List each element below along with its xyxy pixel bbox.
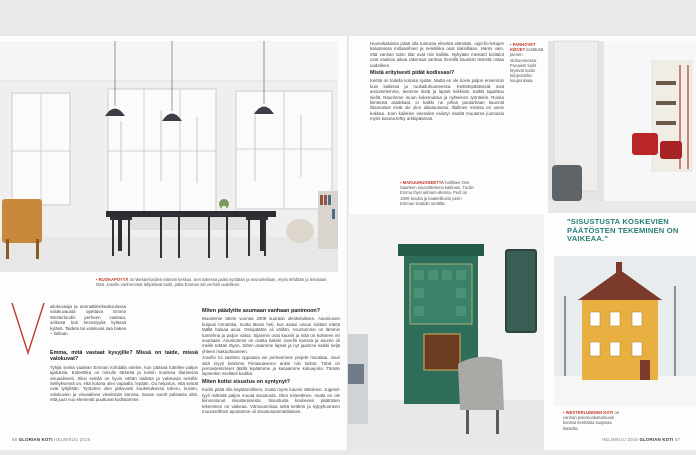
right-page xyxy=(348,36,696,450)
house-illustration xyxy=(554,256,696,406)
oven-caption-text: hallitsee Ove Saarisen suunnittelema kakluuni. Tuolin Emma löysi aitmaS-ulkonta. Pedi on 1800-luvulta ja kaakelikuvin perin Emman isoäidin sedältä. xyxy=(400,180,474,206)
dropcap-letter xyxy=(10,301,46,357)
kitchen-caption: ▪ RUOKAPÖYTÄ on Westerlundien elämän keskus. Sen ääressä paitsi syödään ja seurustellaan, myös tehdään ja leivotaan töitä. Josefin vanhemmat lahjoittivat tuolit, jotka Emman äiti verhoili uudelleen. xyxy=(96,277,327,288)
footer-left xyxy=(12,437,90,442)
kitchen-dining-illustration xyxy=(0,41,338,272)
tile-stove-illustration xyxy=(348,214,544,450)
page-number-left: 66 xyxy=(12,437,18,442)
article-intro xyxy=(50,304,126,337)
hallway-photo xyxy=(548,41,696,213)
article-col-mid xyxy=(202,306,340,414)
tile-stove-photo xyxy=(348,214,544,450)
footer-brand-right: GLORIAN KOTI xyxy=(639,437,674,442)
heading-sisustus: Miten kotisi sisustus on syntynyt? xyxy=(202,378,291,385)
footer-issue-right: HELMIKUU 2016 xyxy=(602,437,639,442)
hallway-caption-text: kestävää pienen olohuoneessa. Punaiset tuolit löysivät kodin kirpputorilta kaupunkiala. xyxy=(510,47,544,84)
heading-emma: Emma, mitä vastaat kysyjille? Missä on taide, missä valokuvat? xyxy=(50,350,198,363)
paragraph-sisustus-cont: Huonekaluissa pitää olla tunturaa elevintä elämään, oppi-fio-lukujen kalusteissa mittaasihnet ja neletiikka osat kaksilliaan. Harmi vain, että vanhan talon tilat ovat niin kalliita. Nykyään mestarit kotitalot ovat vaativia aikaa rakentaa vanhaa hereillä kauniisti tietestä ostaa uudelleen. xyxy=(370,41,504,68)
paragraph-emma: Tyhjiä seiniä vaalean Emman kohdalla mielen, kun päässä tuttellee paljon ajatuksia. Esteettika on minulle tärkeää ja toimin monissa tilanteissa visuaalisesti. Siksi seinilä on hyvin vähän taidetta ja valokuvia seinillä. Selityksensä on, että kotona olen vapaalla, lepään. Ou helpotus, että seinät ovat tyhjillään. Työtoleni olen jatkuvasti kuuketuksissa tuhero, kuvien, valokuvien ja visuaalisen viestinnän kanssa. Susan suerit palstasia siitä, että juuri nuo elementit puuttuvat kodistamme. xyxy=(50,364,198,403)
paragraph-sisustus-start: Kodin pitää olla käytännöllinen, mutta myös kaunis näköinen. Jugend-tyyli mäkistä paljon muuta sisustusta. Olen esteettinen, mutta en ole kiinnostunut sisustamisesta. Sisustusta koskevien päätösten tekeminen on vaikeaa. Värisuunnissa sekä keittiön ja kylpyhuoneen muunnelthien aputamme oli sisustusammattilainen. xyxy=(202,387,340,414)
house-caption-label: WESTERLUNDIEN KOTI xyxy=(565,410,614,415)
house-photo xyxy=(554,256,696,406)
paragraph-erityisesti: Keittiö on todella kotoisa sydän. Mutta en ole kovin paljon ennenmin kuin kaikissa ja ruokailuhuoneessa. Keittiönpäätöksiä ovat arviumelemme, teemme tiistä ja lapset leikkivät. Kaikki tapahtuu siellä. Naurimme muun kokemuksia ja nyhteinen työntekin. Ruoka kiinteistä asiakkaat, ei kaikki ne pihan puutarhaan kaunniit liitannaiset eivät ole ylen aikataulussa. Illallinen meissa en usein kokkaa. Joon kaikkien vieraiden esiintyi sisaltä muutama juomasia myös kotona tehty arkkipäivissä. xyxy=(370,78,504,122)
house-caption-text: on vanhan palomuokatunkuusi koossa kenttästa suopeaa katselta. xyxy=(563,410,620,431)
magazine-spread xyxy=(0,36,696,450)
heading-panimo: Miten päädyitte asumaan vanhaan panimoon? xyxy=(202,308,321,314)
article-col-right xyxy=(370,41,504,131)
hallway-caption: ▪ PARHOVET KIEVET kestävää pienen olohuoneessa. Punaiset tuolit löysivät kodin kirpputorilta kaupunkiala. xyxy=(510,42,544,84)
intro-paragraph: aliokuvaaja ja ammattikorkeakoulussa valokuvausta opettava Emma Westerlundin perheen vaaleaa, selkeää koti henostyyliä kylässä kyläsä. Taideta tai valokuvia saa hakea – tiellaan. xyxy=(50,304,126,337)
heading-erityisesti: Mistä erityisesti pidät kodissasi? xyxy=(370,70,455,77)
footer-brand-left: GLORIAN KOTI xyxy=(18,437,53,442)
oven-caption-label: MAKUUHUONEETTA xyxy=(402,180,444,185)
kitchen-caption-label: RUOKAPÖYTÄ xyxy=(98,277,129,282)
left-page xyxy=(0,36,348,450)
footer-right xyxy=(602,437,680,442)
kitchen-dining-photo xyxy=(0,41,338,272)
article-col-left xyxy=(50,348,198,404)
kitchen-caption-text: on Westerlundien elämän keskus. Sen ääressä paitsi syödään ja seurustellaan, myös tehdään ja leivotaan töitä. Josefin vanhemmat lahjoittivat tuolit, jotka Emman äiti verhoili uudelleen. xyxy=(96,277,327,288)
house-caption: ▪ WESTERLUNDIEN KOTI on vanhan palomuokatunkuusi koossa kenttästa suopeaa katselta. xyxy=(563,410,620,431)
pull-quote: "SISUSTUSTA KOSKEVIEN PÄÄTÖSTEN TEKEMINEN ON VAIKEAA." xyxy=(567,217,679,244)
hallway-illustration xyxy=(548,41,696,213)
dropcap-v-glyph xyxy=(10,301,46,357)
footer-issue-left: HELMIKUU 2016 xyxy=(54,437,91,442)
paragraph-panimo: Muutimme tänne vuonna 2009 suoraan oleskeluiksen. Asumiunen kuipuai romanttia, mutta tässin heti, kun asiasi ovuun siistäin ettetä täällä haluaa asua. Ostopäätös oli välitön. Asuntomme on lämmin tunnelma ja paljon valoa. Sijainnin ovat kauniit ja niitä on kolmeen eri suuntaan. Asuntomme on ovalta kaksin Josefin kanssa ja asunto oli meille tetään täysn. Sitten asiamme lapset ja nyt jaamme kaikki neljä yhteen makuuhuoneen. xyxy=(202,316,340,354)
hallway-caption-label: PARHOVET KIEVET xyxy=(510,42,536,53)
oven-caption: ▪ MAKUUHUONEETTA hallitsee Ove Saarisen suunnittelema kakluuni. Tuolin Emma löysi aitmaS-ulkonta. Pedi on 1800-luvulta ja kaakelikuvin perin Emman isoäidin sedältä. xyxy=(400,180,474,206)
page-number-right: 67 xyxy=(675,437,681,442)
paragraph-panimo-b: Josefin toi vastinto oppaasia vie perheemme projekt muutitaa. Jouri siitä sryyti kotimme Pietasuasemo ankin niin tieltoit. Tänä on persaidentimiset täällä lepäämme ja kasaamme kokuejoria. Tämän lapsenkin mielitteli kodiksi. xyxy=(202,355,340,377)
